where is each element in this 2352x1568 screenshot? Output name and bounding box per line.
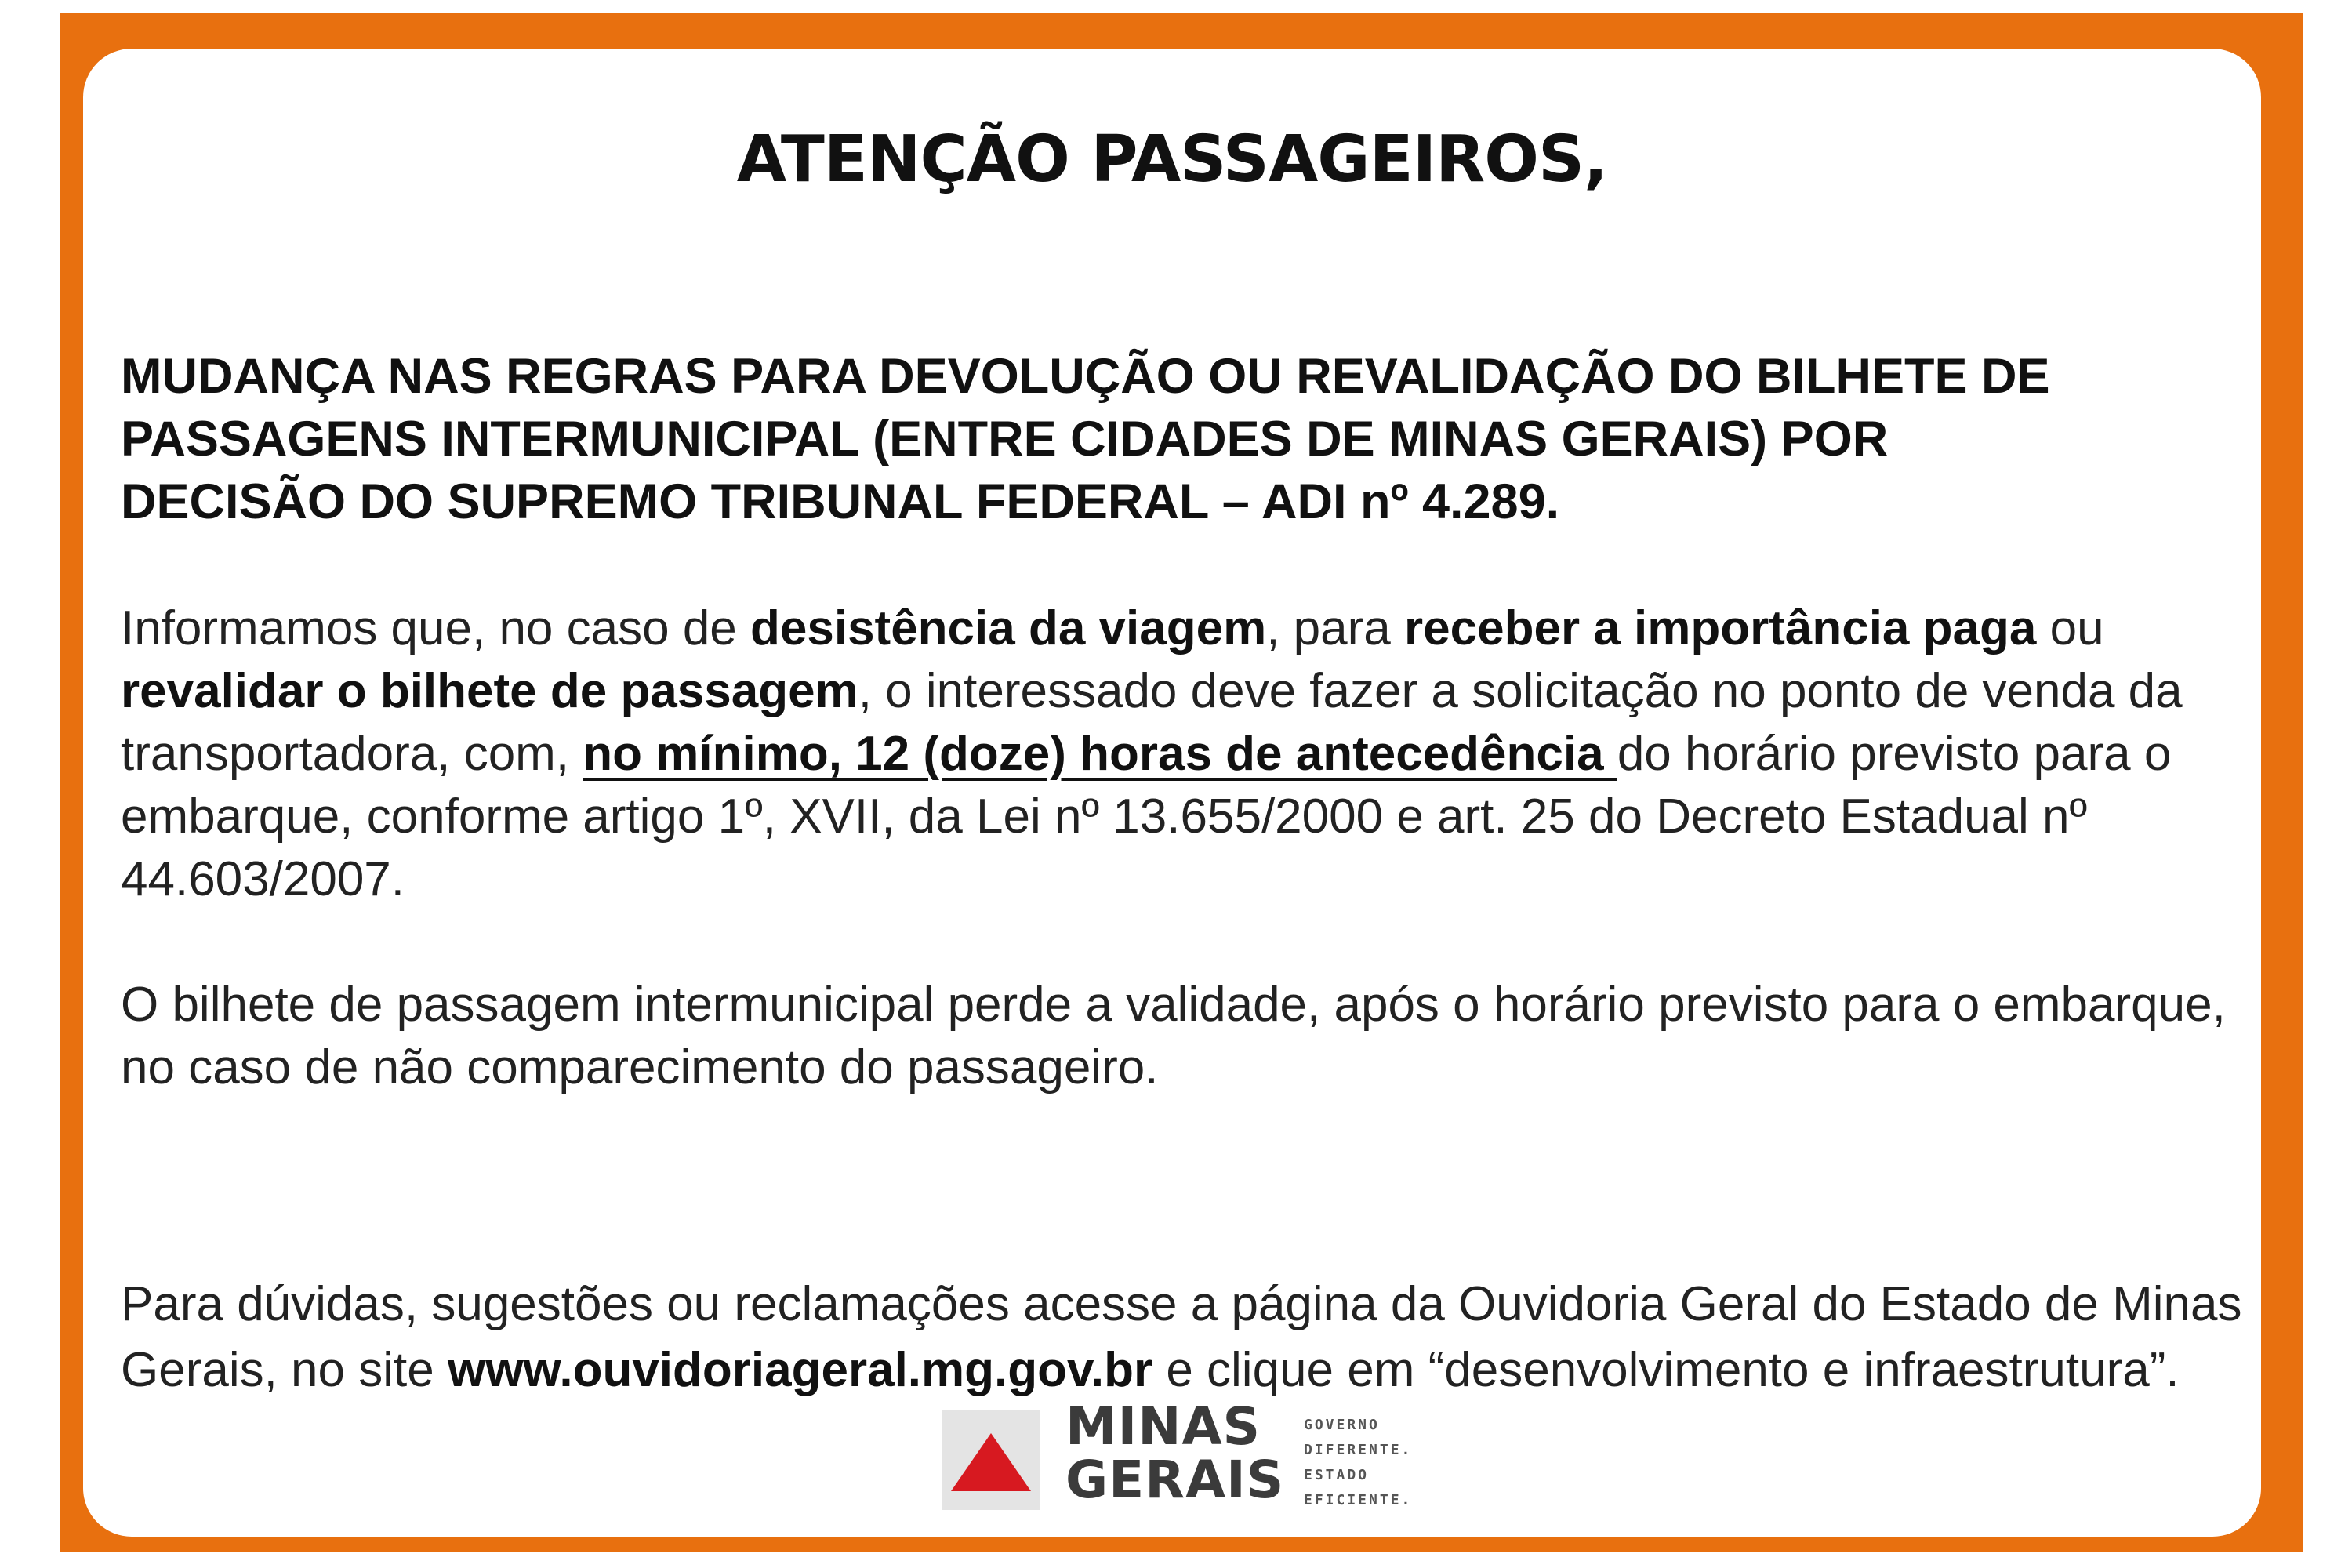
logo-word-gerais: GERAIS	[1065, 1450, 1285, 1510]
validity-paragraph: O bilhete de passagem intermunicipal perde a validade, após o horário previsto para o embarque, no caso de não comparecimento do passageiro.	[121, 978, 2226, 1094]
p1-text-1: Informamos que, no caso de	[121, 601, 751, 655]
subtitle-line-3: DECISÃO DO SUPREMO TRIBUNAL FEDERAL – ADI nº 4.289.	[121, 474, 1560, 529]
p1-text-4: , o interessado deve fazer a solicitação no ponto de venda da transportadora, com,	[121, 664, 2183, 781]
p1-text-5: do horário previsto para o embarque, conforme artigo 1º, XVII, da Lei nº 13.655/2000 e art. 25 do Decreto Estadual nº 44.603/2007.	[121, 727, 2172, 906]
subtitle-line-1: MUDANÇA NAS REGRAS PARA DEVOLUÇÃO OU REVALIDAÇÃO DO BILHETE DE	[121, 349, 2050, 404]
triangle-icon	[942, 1410, 1040, 1510]
p3-text-1: Para dúvidas, sugestões ou reclamações acesse a página da Ouvidoria Geral do Estado de Minas Gerais, no site	[121, 1277, 2242, 1397]
logo-tag-3: ESTADO	[1304, 1467, 1370, 1483]
logo-tag-1: GOVERNO	[1304, 1417, 1380, 1433]
p1-underlined-deadline: no mínimo, 12 (doze) horas de antecedência	[583, 727, 1617, 781]
logo-tag-2: DIFERENTE.	[1304, 1442, 1413, 1458]
p1-text-2: , para	[1266, 601, 1405, 655]
contact-paragraph	[121, 1272, 2253, 1403]
minas-gerais-logo	[942, 1396, 1490, 1516]
p1-text-3: ou	[2036, 601, 2104, 655]
logo-wordmark	[1065, 1396, 1285, 1510]
p1-bold-refund: receber a importância paga	[1404, 601, 2037, 655]
subtitle-line-2: PASSAGENS INTERMUNICIPAL (ENTRE CIDADES DE MINAS GERAIS) POR	[121, 412, 1889, 466]
logo-tagline	[1304, 1413, 1412, 1513]
page-title: ATENÇÃO PASSAGEIROS,	[736, 122, 1608, 197]
logo-word-minas: MINAS	[1065, 1396, 1261, 1457]
notice-panel	[83, 49, 2261, 1537]
p1-bold-revalidate: revalidar o bilhete de passagem	[121, 664, 858, 718]
logo-tag-4: EFICIENTE.	[1304, 1492, 1413, 1508]
refund-paragraph	[121, 597, 2253, 911]
ouvidoria-link[interactable]: www.ouvidoriageral.mg.gov.br	[447, 1343, 1153, 1397]
notice-subtitle	[121, 345, 2238, 533]
p3-text-2: e clique em “desenvolvimento e infraestrutura”.	[1152, 1343, 2180, 1397]
p1-bold-withdrawal: desistência da viagem	[750, 601, 1267, 655]
